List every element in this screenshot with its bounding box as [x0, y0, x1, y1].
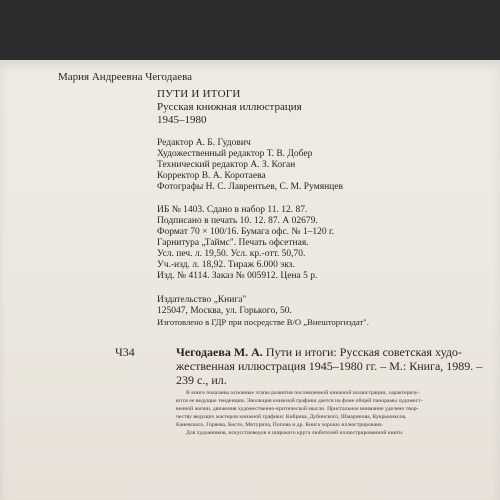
- book-page: [0, 60, 500, 500]
- book-subtitle: Русская книжная иллюстрация: [157, 101, 302, 113]
- abstract-line: ются ее ведущие тенденции. Эволюция книжной графики дается на фоне общей панорамы художест-: [176, 398, 423, 404]
- credit-editor: Редактор А. Б. Гудович: [157, 138, 251, 148]
- publisher-name: Издательство „Книга": [157, 295, 247, 305]
- catalog-entry-line: жественная иллюстрация 1945–1980 гг. – М.: Книга, 1989. –: [176, 359, 483, 373]
- credit-tech-editor: Технический редактор А. З. Коган: [157, 160, 296, 170]
- abstract-line: венной жизни, движения художественно-критической мысли. Пристальное внимание уделено твор-: [176, 406, 419, 412]
- imprint-line: Уч.-изд. л. 18,92. Тираж 6.000 экз.: [157, 260, 295, 270]
- abstract-line: Каневского, Горяева, Бисти, Митурича, Попова и др. Книга хорошо иллюстрирована.: [176, 422, 384, 428]
- publisher-manufacturer: Изготовлено в ГДР при посредстве В/О „Внешторгиздат".: [157, 317, 369, 327]
- book-title: ПУТИ И ИТОГИ: [157, 88, 241, 100]
- catalog-author-name: Чегодаева М. А.: [176, 345, 263, 359]
- catalog-code: Ч34: [115, 345, 135, 359]
- imprint-line: Изд. № 4114. Заказ № 005912. Цена 5 р.: [157, 271, 318, 281]
- book-years: 1945–1980: [157, 114, 207, 126]
- imprint-line: Подписано в печать 10. 12. 87. А 02679.: [157, 216, 318, 226]
- book-author: Мария Андреевна Чегодаева: [58, 71, 193, 83]
- credit-art-editor: Художественный редактор Т. В. Добер: [157, 149, 313, 159]
- abstract-line: честву ведущих мастеров книжной графики: Кибрика, Дубинского, Шмаринова, Кукрыниксов,: [176, 414, 407, 420]
- catalog-entry-line: 239 с., ил.: [176, 373, 227, 387]
- imprint-line: Формат 70 × 100/16. Бумага офс. № 1–120 г.: [157, 227, 335, 237]
- catalog-entry-text: Чегодаева М. А. Пути и итоги: Русская советская худо-: [176, 345, 462, 359]
- catalog-entry-line: [176, 346, 462, 358]
- abstract-line: В книге показаны основные этапы развития послевоенной книжной иллюстрации, характеризу-: [186, 390, 420, 396]
- imprint-line: ИБ № 1403. Сдано в набор 11. 12. 87.: [157, 205, 308, 215]
- imprint-line: Усл. печ. л. 19,50. Усл. кр.-отт. 50,70.: [157, 249, 306, 259]
- credit-proofreader: Корректор В. А. Коротаева: [157, 171, 266, 181]
- publisher-address: 125047, Москва, ул. Горького, 50.: [157, 306, 292, 316]
- abstract-line: Для художников, искусствоведов и широкого круга любителей иллюстрированной книги.: [186, 430, 404, 436]
- imprint-line: Гарнитура „Таймс". Печать офсетная.: [157, 238, 309, 248]
- credit-photographers: Фотографы Н. С. Лаврентьев, С. М. Румянцев: [157, 182, 343, 192]
